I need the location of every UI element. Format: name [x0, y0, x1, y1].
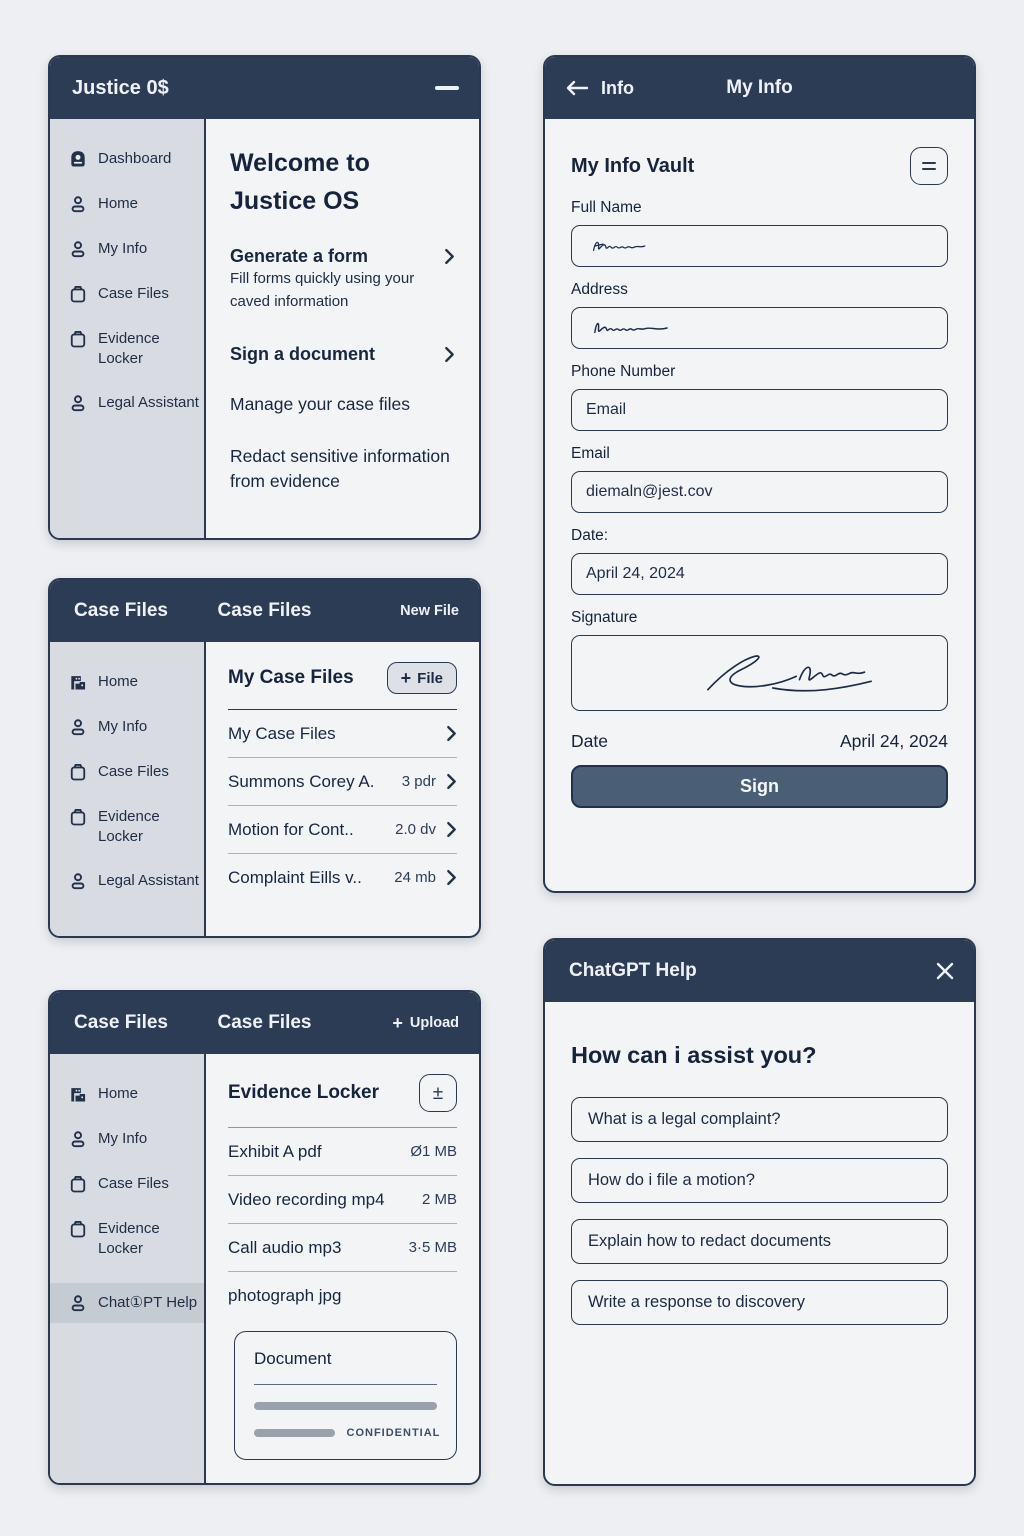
case-file-row[interactable]: Complaint Eills v.. 24 mb — [228, 854, 457, 901]
sidebar-item-label: Case Files — [98, 763, 169, 780]
menu-manage-case-files[interactable]: Manage your case files — [230, 393, 410, 414]
sidebar-item-my-info[interactable] — [68, 1129, 204, 1149]
file-size: Ø1 MB — [410, 1143, 457, 1160]
clipboard-icon — [68, 284, 88, 304]
evidence-file-row[interactable]: Video recording mp4 2 MB — [228, 1176, 457, 1224]
chat-option-file-motion[interactable]: How do i file a motion? — [571, 1158, 948, 1203]
date-row-label: Date — [571, 731, 608, 751]
evidence-sidebar — [50, 1054, 206, 1483]
sidebar-item-label: Evidence Locker — [98, 330, 160, 367]
person-icon — [68, 717, 88, 737]
sidebar-item-case-files[interactable] — [68, 284, 204, 304]
phone-label: Phone Number — [571, 363, 676, 380]
locker-tool-button[interactable] — [419, 1074, 457, 1112]
document-title: Document — [254, 1349, 332, 1368]
file-meta: 2.0 dv — [395, 821, 436, 838]
date-row-value: April 24, 2024 — [840, 731, 948, 751]
chat-option-redact-documents[interactable]: Explain how to redact documents — [571, 1219, 948, 1264]
clipboard-icon — [68, 807, 88, 827]
sidebar-item-label: Evidence Locker — [98, 1220, 160, 1257]
email-label: Email — [571, 445, 610, 462]
chat-option-response-discovery[interactable]: Write a response to discovery — [571, 1280, 948, 1325]
new-file-button[interactable]: New File — [400, 603, 459, 619]
chevron-right-icon — [444, 248, 455, 265]
phone-value: Email — [586, 401, 627, 418]
back-label: Info — [601, 77, 634, 98]
close-icon — [936, 962, 954, 980]
add-file-button[interactable]: + File — [387, 662, 457, 694]
case-file-row[interactable]: My Case Files — [228, 710, 457, 758]
full-name-input[interactable] — [571, 225, 948, 267]
file-size: 2 MB — [421, 1191, 457, 1208]
person-icon — [68, 871, 88, 891]
plus-minus-icon: ± — [432, 1082, 444, 1104]
date-label: Date: — [571, 527, 609, 544]
divider — [254, 1384, 437, 1385]
minimize-button[interactable] — [435, 86, 459, 89]
sidebar-item-home[interactable] — [68, 194, 204, 214]
sidebar-item-label: Home — [98, 1085, 139, 1102]
case-file-row[interactable]: Motion for Cont.. 2.0 dv — [228, 806, 457, 854]
sidebar-item-home[interactable] — [68, 672, 204, 692]
evidence-file-row[interactable]: Call audio mp3 3·5 MB — [228, 1224, 457, 1272]
chevron-right-icon — [444, 346, 455, 363]
sidebar-item-label: Legal Assistant — [98, 394, 199, 411]
sidebar-item-label: My Info — [98, 718, 148, 735]
file-meta: 3 pdr — [401, 773, 436, 790]
clipboard-icon — [68, 1174, 88, 1194]
clipboard-icon — [68, 762, 88, 782]
sidebar-item-case-files[interactable] — [68, 1174, 204, 1194]
handwritten-signature — [586, 643, 933, 703]
evidence-titlebar — [50, 992, 479, 1054]
person-icon — [68, 1293, 88, 1313]
sidebar-item-label: Case Files — [98, 1175, 169, 1192]
sidebar-item-my-info[interactable] — [68, 239, 204, 259]
case-file-row[interactable]: Summons Corey A. 3 pdr — [228, 758, 457, 806]
welcome-window — [48, 55, 481, 540]
evidence-locker-window — [48, 990, 481, 1485]
close-button[interactable] — [936, 962, 954, 980]
my-info-titlebar — [545, 57, 974, 119]
sidebar-item-label: Legal Assistant — [98, 872, 199, 889]
chat-help-titlebar — [545, 940, 974, 1002]
sidebar-item-label: Home — [98, 673, 139, 690]
phone-input[interactable] — [571, 389, 948, 431]
window-title: Justice 0$ — [72, 76, 169, 99]
plus-icon: + — [392, 1013, 403, 1033]
sidebar-item-evidence-locker[interactable] — [68, 807, 204, 846]
menu-sign-document[interactable]: Sign a document — [230, 344, 455, 365]
section-title: My Info Vault — [571, 154, 695, 177]
sidebar-item-label: Case Files — [98, 285, 169, 302]
file-meta: 24 mb — [394, 869, 436, 886]
vault-menu-button[interactable] — [910, 147, 948, 185]
sidebar-item-label: Chat①PT Help — [98, 1294, 198, 1311]
chevron-right-icon — [446, 773, 457, 790]
welcome-sidebar — [50, 119, 206, 538]
email-input[interactable] — [571, 471, 948, 513]
window-title: ChatGPT Help — [569, 960, 697, 981]
sign-button[interactable]: Sign — [571, 765, 948, 808]
date-input[interactable] — [571, 553, 948, 595]
sidebar-item-label: Evidence Locker — [98, 808, 160, 845]
sidebar-item-label: My Info — [98, 1130, 148, 1147]
section-title: My Case Files — [228, 667, 354, 688]
section-title: Evidence Locker — [228, 1082, 380, 1103]
redacted-line — [254, 1429, 335, 1437]
case-files-titlebar — [50, 580, 479, 642]
email-value: diemaln@jest.cov — [586, 483, 713, 500]
handwritten-name — [586, 230, 706, 262]
sidebar-item-home[interactable] — [68, 1084, 204, 1104]
nav-title: Case Files — [217, 600, 312, 621]
upload-button[interactable]: + Upload — [392, 1013, 459, 1033]
window-title: Case Files — [74, 600, 168, 621]
assist-heading: How can i assist you? — [571, 1042, 817, 1068]
sidebar-item-chatgpt-help[interactable] — [50, 1283, 204, 1323]
welcome-titlebar — [50, 57, 479, 119]
document-preview-card — [234, 1331, 457, 1460]
dashboard-badge-icon — [68, 149, 88, 169]
sidebar-item-dashboard[interactable] — [68, 149, 204, 169]
plus-icon: + — [400, 668, 412, 688]
sidebar-item-label: Dashboard — [98, 150, 172, 167]
signature-pad[interactable] — [571, 635, 948, 711]
sidebar-item-legal-assistant[interactable] — [68, 871, 204, 891]
signature-label: Signature — [571, 609, 638, 626]
confidential-stamp: CONFIDENTIAL — [346, 1427, 441, 1439]
case-files-sidebar — [50, 642, 206, 936]
nav-title: Case Files — [217, 1012, 312, 1033]
window-title: Case Files — [74, 1012, 168, 1033]
file-size: 3·5 MB — [408, 1239, 457, 1256]
back-arrow-icon — [565, 80, 589, 96]
sidebar-item-label: My Info — [98, 240, 148, 257]
address-input[interactable] — [571, 307, 948, 349]
person-icon — [68, 194, 88, 214]
date-value: April 24, 2024 — [586, 565, 685, 582]
welcome-heading: Welcome to Justice OS — [230, 149, 370, 215]
building-icon — [68, 1084, 88, 1104]
menu-redact-evidence[interactable]: Redact sensitive information from evidence — [230, 445, 450, 492]
sidebar-item-case-files[interactable] — [68, 762, 204, 782]
nav-title: My Info — [726, 77, 793, 98]
building-icon — [68, 672, 88, 692]
chevron-right-icon — [446, 725, 457, 742]
full-name-label: Full Name — [571, 199, 642, 216]
menu-generate-form[interactable]: Generate a form — [230, 246, 455, 267]
chevron-right-icon — [446, 821, 457, 838]
person-icon — [68, 393, 88, 413]
evidence-file-row[interactable]: Exhibit A pdf Ø1 MB — [228, 1128, 457, 1176]
person-icon — [68, 1129, 88, 1149]
chevron-right-icon — [446, 869, 457, 886]
handwritten-address — [586, 312, 726, 344]
sidebar-item-legal-assistant[interactable] — [68, 393, 204, 413]
menu-lines-icon — [922, 159, 936, 173]
chat-help-window — [543, 938, 976, 1486]
minimize-icon — [435, 86, 459, 89]
person-icon — [68, 239, 88, 259]
chat-option-legal-complaint[interactable]: What is a legal complaint? — [571, 1097, 948, 1142]
case-files-window — [48, 578, 481, 938]
redacted-line — [254, 1402, 437, 1410]
address-label: Address — [571, 281, 628, 298]
generate-form-description: Fill forms quickly using your caved information — [230, 270, 415, 311]
sidebar-item-my-info[interactable] — [68, 717, 204, 737]
sidebar-item-evidence-locker[interactable] — [68, 1219, 204, 1258]
my-info-window — [543, 55, 976, 893]
back-button[interactable] — [565, 78, 634, 99]
evidence-file-row[interactable]: photograph jpg — [228, 1285, 342, 1305]
sidebar-item-label: Home — [98, 195, 139, 212]
clipboard-icon — [68, 329, 88, 349]
sidebar-item-evidence-locker[interactable] — [68, 329, 204, 368]
clipboard-icon — [68, 1219, 88, 1239]
